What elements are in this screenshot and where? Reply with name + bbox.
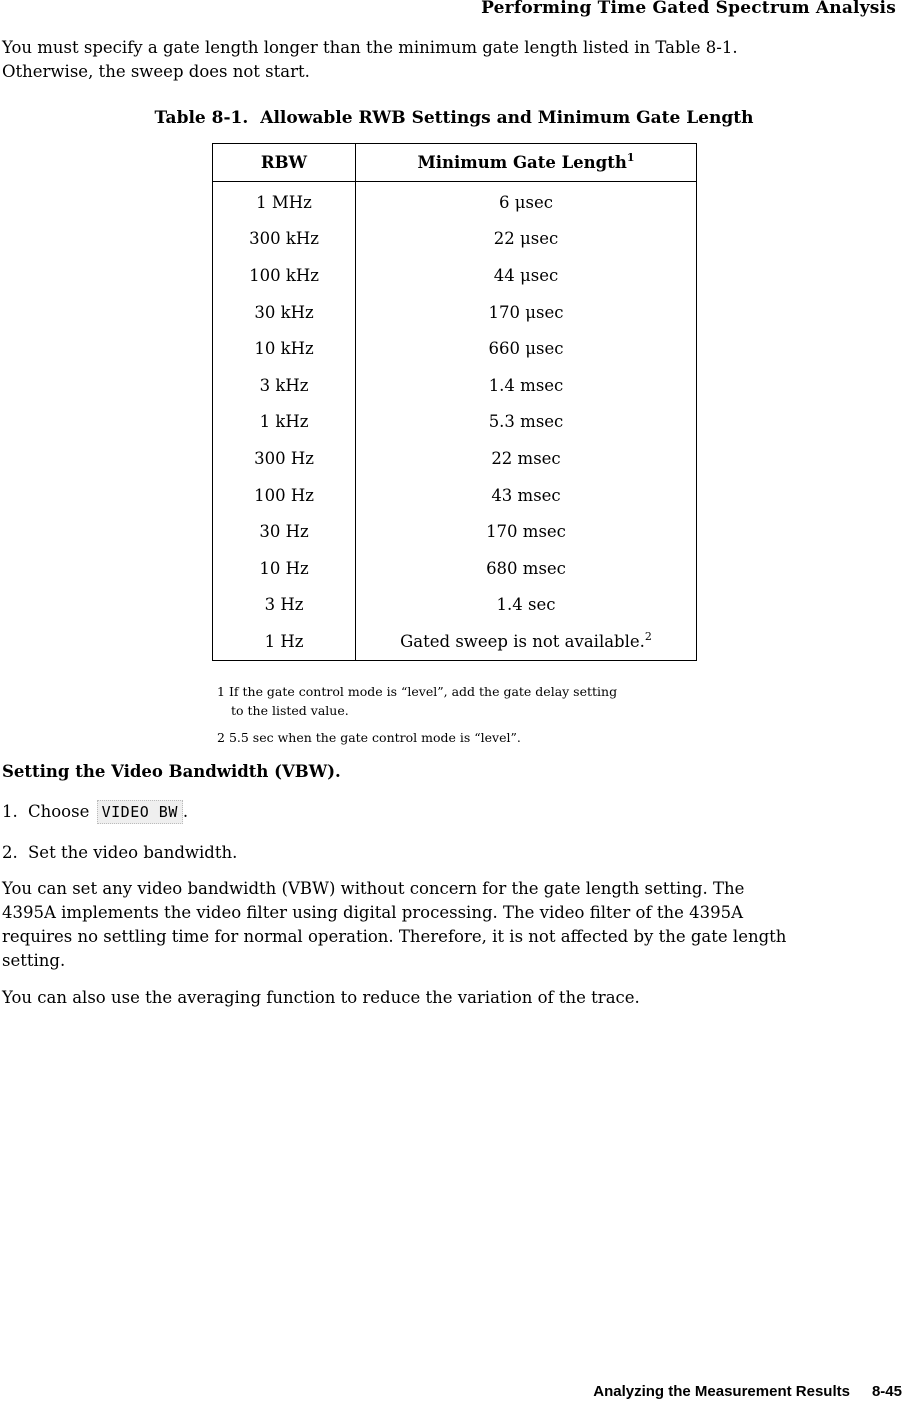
min-gate-length-cell: 22 msec — [491, 448, 561, 468]
vbw-paragraph-1: You can set any video bandwidth (VBW) without concern for the gate length setting. The 4395A implements the video filter using digital processing. The video filter of the 4395A requires no settling time for normal operation. Therefore, it is not affected by the gate length setting. — [2, 879, 787, 970]
rbw-cell: 30 kHz — [213, 294, 356, 331]
min-gate-length-cell: 660 μsec — [488, 339, 564, 359]
table-caption — [0, 108, 908, 128]
rbw-cell: 1 MHz — [213, 182, 356, 221]
intro-paragraph — [2, 36, 892, 84]
table-footnote-2: 2 5.5 sec when the gate control mode is “level”. — [217, 730, 521, 745]
min-gate-length-cell: 1.4 sec — [496, 595, 556, 615]
rbw-cell: 100 Hz — [213, 477, 356, 514]
table-row — [213, 367, 697, 404]
rbw-cell: 3 Hz — [213, 587, 356, 624]
table-row — [213, 330, 697, 367]
table-header-row — [213, 144, 697, 182]
min-gate-length-cell: 170 μsec — [488, 302, 564, 322]
table-row — [213, 404, 697, 441]
footnote-ref-1: 1 — [626, 151, 635, 164]
min-gate-length-cell: 6 μsec — [499, 192, 553, 212]
table-footnote-1: 1 If the gate control mode is “level”, add the gate delay setting to the listed value. — [217, 684, 618, 718]
rbw-cell: 3 kHz — [213, 367, 356, 404]
min-gate-length-cell: 22 μsec — [493, 229, 559, 249]
rbw-cell: 300 kHz — [213, 221, 356, 258]
rbw-cell: 10 kHz — [213, 330, 356, 367]
min-gate-length-cell: 5.3 msec — [488, 412, 564, 432]
table-row — [213, 182, 697, 221]
table-caption-title: Allowable RWB Settings and Minimum Gate Length — [260, 108, 754, 128]
video-bw-softkey[interactable]: VIDEO BW — [97, 800, 183, 824]
rbw-cell: 30 Hz — [213, 513, 356, 550]
table-row — [213, 587, 697, 624]
page-number: 8-45 — [871, 1383, 902, 1400]
step-1: 1. Choose VIDEO BW . — [2, 800, 188, 824]
footer-chapter-title: Analyzing the Measurement Results — [593, 1383, 850, 1400]
table-row — [213, 477, 697, 514]
min-gate-length-cell: 44 μsec — [493, 265, 559, 285]
table-row — [213, 440, 697, 477]
col-header-rbw: RBW — [213, 144, 356, 182]
step-2: 2. Set the video bandwidth. — [2, 843, 238, 862]
rbw-cell: 1 Hz — [213, 623, 356, 660]
rbw-cell: 10 Hz — [213, 550, 356, 587]
running-header: Performing Time Gated Spectrum Analysis — [481, 0, 896, 18]
table-row — [213, 257, 697, 294]
table-row — [213, 550, 697, 587]
min-gate-length-cell: 1.4 msec — [488, 375, 564, 395]
rbw-cell: 1 kHz — [213, 404, 356, 441]
page-footer — [593, 1383, 902, 1400]
min-gate-length-cell: 170 msec — [486, 522, 566, 542]
min-gate-length-cell: Gated sweep is not available.$^2$ — [400, 629, 652, 651]
col-header-min-gate-length: Minimum Gate Length$^1$ — [356, 144, 697, 182]
table-row — [213, 294, 697, 331]
intro-line-1: You must specify a gate length longer than the minimum gate length listed in Table 8-1. — [2, 38, 738, 57]
table-row — [213, 221, 697, 258]
section-heading-vbw: Setting the Video Bandwidth (VBW). — [2, 762, 341, 781]
vbw-paragraph-2: You can also use the averaging function to reduce the variation of the trace. — [2, 988, 640, 1007]
intro-line-2: Otherwise, the sweep does not start. — [2, 62, 310, 81]
rbw-cell: 300 Hz — [213, 440, 356, 477]
table-caption-number: Table 8-1. — [154, 108, 249, 128]
table-row — [213, 513, 697, 550]
rbw-cell: 100 kHz — [213, 257, 356, 294]
min-gate-length-cell: 680 msec — [486, 558, 566, 578]
footnote-ref-2: 2 — [644, 629, 652, 643]
rbw-gate-length-table — [212, 143, 697, 661]
min-gate-length-cell: 43 msec — [491, 485, 561, 505]
table-row — [213, 623, 697, 660]
